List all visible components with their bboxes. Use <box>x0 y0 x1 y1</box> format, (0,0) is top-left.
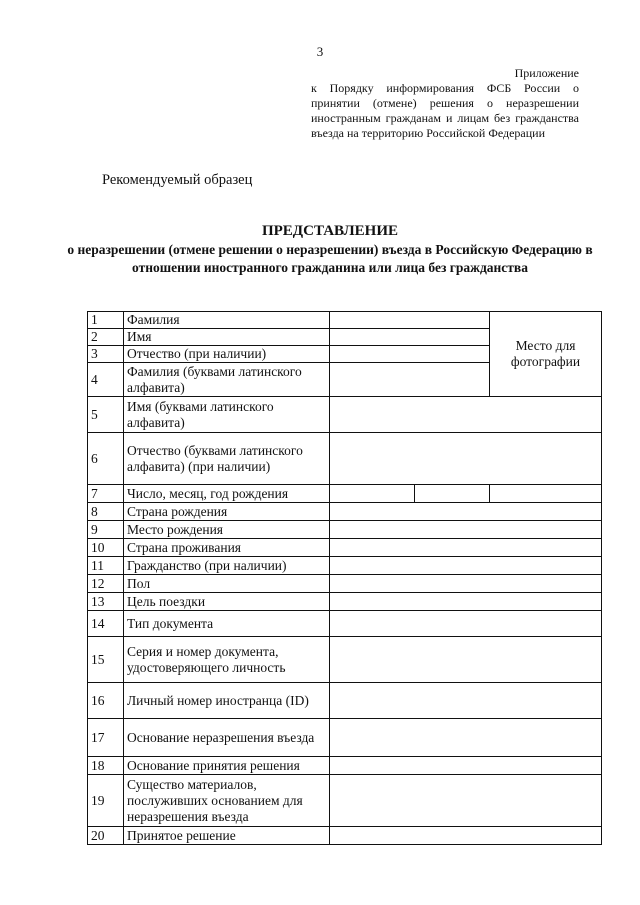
row-label: Существо материалов, послуживших основанием для неразрешения въезда <box>124 775 330 827</box>
row-label: Отчество (при наличии) <box>124 346 330 363</box>
row-label: Серия и номер документа, удостоверяющего личность <box>124 637 330 683</box>
row-number: 12 <box>88 575 124 593</box>
table-row <box>88 312 602 329</box>
value-cell[interactable] <box>330 827 602 845</box>
annex-block <box>311 66 579 141</box>
table-row <box>88 637 602 683</box>
birth-month-cell[interactable] <box>415 485 490 503</box>
row-number: 7 <box>88 485 124 503</box>
table-row <box>88 557 602 575</box>
row-label: Страна рождения <box>124 503 330 521</box>
table-row <box>88 757 602 775</box>
row-number: 4 <box>88 363 124 397</box>
table-row <box>88 539 602 557</box>
row-number: 16 <box>88 683 124 719</box>
table-row <box>88 593 602 611</box>
value-cell[interactable] <box>330 397 602 433</box>
row-number: 8 <box>88 503 124 521</box>
row-number: 13 <box>88 593 124 611</box>
value-cell[interactable] <box>330 312 490 329</box>
row-number: 1 <box>88 312 124 329</box>
annex-text: к Порядку информирования ФСБ России о принятии (отмене) решения о неразрешении иностранным гражданам и лицам без гражданства въезда на территорию Российской Федерации <box>311 81 579 140</box>
value-cell[interactable] <box>330 363 490 397</box>
row-label: Имя <box>124 329 330 346</box>
table-row <box>88 485 602 503</box>
value-cell[interactable] <box>330 521 602 539</box>
table-row <box>88 575 602 593</box>
row-number: 3 <box>88 346 124 363</box>
value-cell[interactable] <box>330 611 602 637</box>
photo-placeholder: Место для фотографии <box>490 312 602 397</box>
row-number: 20 <box>88 827 124 845</box>
table-row <box>88 433 602 485</box>
recommended-sample-label: Рекомендуемый образец <box>102 172 253 188</box>
row-label: Фамилия <box>124 312 330 329</box>
row-number: 18 <box>88 757 124 775</box>
table-row <box>88 397 602 433</box>
birth-year-cell[interactable] <box>490 485 602 503</box>
row-label: Фамилия (буквами латинского алфавита) <box>124 363 330 397</box>
value-cell[interactable] <box>330 575 602 593</box>
row-label: Пол <box>124 575 330 593</box>
table-row <box>88 503 602 521</box>
table-row <box>88 775 602 827</box>
value-cell[interactable] <box>330 346 490 363</box>
row-label: Имя (буквами латинского алфавита) <box>124 397 330 433</box>
value-cell[interactable] <box>330 557 602 575</box>
document-title: ПРЕДСТАВЛЕНИЕ <box>261 223 399 239</box>
annex-title: Приложение <box>514 66 579 80</box>
document-heading <box>60 222 600 277</box>
value-cell[interactable] <box>330 757 602 775</box>
row-number: 19 <box>88 775 124 827</box>
value-cell[interactable] <box>330 593 602 611</box>
table-row <box>88 521 602 539</box>
value-cell[interactable] <box>330 637 602 683</box>
value-cell[interactable] <box>330 775 602 827</box>
row-label: Число, месяц, год рождения <box>124 485 330 503</box>
row-label: Личный номер иностранца (ID) <box>124 683 330 719</box>
value-cell[interactable] <box>330 683 602 719</box>
table-row <box>88 827 602 845</box>
row-number: 10 <box>88 539 124 557</box>
page-number: 3 <box>316 44 324 59</box>
row-label: Гражданство (при наличии) <box>124 557 330 575</box>
value-cell[interactable] <box>330 433 602 485</box>
document-subtitle: о неразрешении (отмене решении о неразрешении) въезда в Российскую Федерацию в отношении иностранного гражданина или лица без гражданства <box>67 242 593 275</box>
birth-day-cell[interactable] <box>330 485 415 503</box>
table-row <box>88 719 602 757</box>
value-cell[interactable] <box>330 329 490 346</box>
row-label: Отчество (буквами латинского алфавита) (при наличии) <box>124 433 330 485</box>
value-cell[interactable] <box>330 539 602 557</box>
row-label: Принятое решение <box>124 827 330 845</box>
row-label: Страна проживания <box>124 539 330 557</box>
value-cell[interactable] <box>330 719 602 757</box>
application-form-table <box>87 311 602 845</box>
row-number: 5 <box>88 397 124 433</box>
row-label: Место рождения <box>124 521 330 539</box>
row-label: Цель поездки <box>124 593 330 611</box>
row-number: 9 <box>88 521 124 539</box>
row-number: 17 <box>88 719 124 757</box>
row-number: 14 <box>88 611 124 637</box>
row-number: 15 <box>88 637 124 683</box>
row-label: Основание принятия решения <box>124 757 330 775</box>
table-row <box>88 683 602 719</box>
row-label: Основание неразрешения въезда <box>124 719 330 757</box>
row-number: 11 <box>88 557 124 575</box>
row-label: Тип документа <box>124 611 330 637</box>
table-row <box>88 611 602 637</box>
value-cell[interactable] <box>330 503 602 521</box>
row-number: 6 <box>88 433 124 485</box>
row-number: 2 <box>88 329 124 346</box>
